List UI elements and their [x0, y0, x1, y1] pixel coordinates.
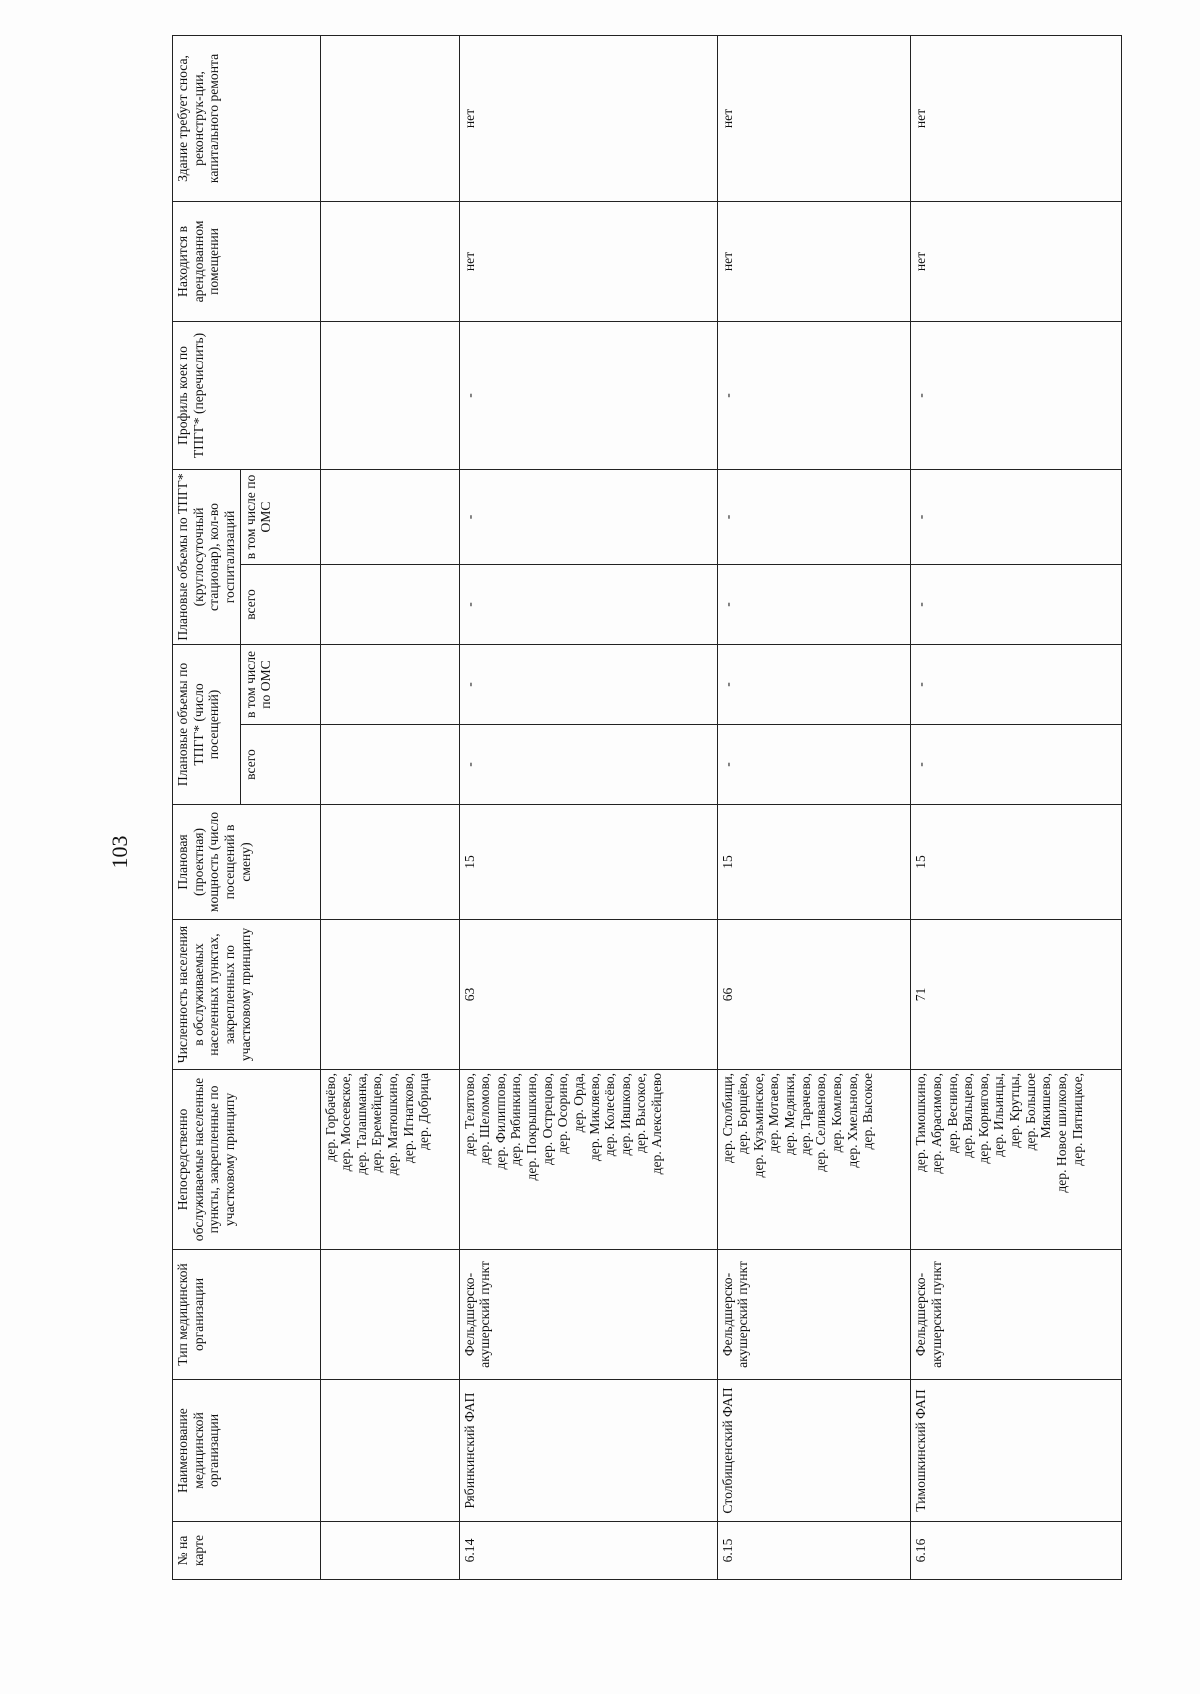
cell-settlements	[911, 1070, 1122, 1250]
page-number: 103	[107, 835, 132, 869]
cell-rented: нет	[459, 201, 717, 321]
settlement-item: дер. Горбачёво,	[322, 1073, 338, 1162]
cell-hosp-total: -	[717, 564, 911, 644]
settlement-item: дер. Телятово,	[461, 1073, 477, 1156]
cell-beds: -	[911, 321, 1122, 469]
header-settlements: Непосредственно обслуживаемые населенные пункты, закрепленные по участковому принципу	[173, 1070, 321, 1250]
settlement-item: дер. Осорино,	[555, 1073, 571, 1154]
cell-map-no: 6.15	[717, 1522, 911, 1580]
settlement-item: дер. Крутцы,	[1007, 1073, 1023, 1148]
cell-population: 71	[911, 920, 1122, 1070]
cell-rented	[320, 201, 459, 321]
cell-settlements	[320, 1070, 459, 1250]
settlement-item: дер. Вяльцево,	[960, 1073, 976, 1158]
cell-visits-oms: -	[459, 644, 717, 724]
settlement-item: дер. Мотаево,	[766, 1073, 782, 1153]
settlement-item: дер. Хмельново,	[844, 1073, 860, 1168]
cell-hosp-oms: -	[717, 469, 911, 564]
cell-org-type: Фельдшерско-акушерский пункт	[911, 1250, 1122, 1380]
cell-hosp-oms	[320, 469, 459, 564]
settlement-item: дер. Кузьминское,	[750, 1073, 766, 1178]
settlement-list	[462, 1073, 665, 1246]
settlement-item: дер. Талашманка,	[353, 1073, 369, 1175]
cell-org-type: Фельдшерско-акушерский пункт	[459, 1250, 717, 1380]
table-row	[459, 35, 717, 1579]
header-hosp-group: Плановые объемы по ТПГГ* (круглосуточный стационар), кол-во госпитализаций	[173, 469, 241, 644]
settlement-item: дер. Комлево,	[828, 1073, 844, 1153]
table-row	[320, 35, 459, 1579]
settlement-item: дер. Медянки,	[782, 1073, 798, 1156]
settlement-item: дер. Ившково,	[617, 1073, 633, 1156]
settlement-item: дер. Рябинкино,	[508, 1073, 524, 1166]
cell-hosp-oms: -	[911, 469, 1122, 564]
settlement-item: дер. Новое шилково,	[1053, 1073, 1069, 1193]
header-repair: Здание требует сноса, реконструк-ции, капитального ремонта	[173, 35, 321, 201]
cell-visits-oms	[320, 644, 459, 724]
cell-visits-oms: -	[911, 644, 1122, 724]
settlement-item: дер. Высокое	[860, 1073, 876, 1150]
table-row	[717, 35, 911, 1579]
header-visits-oms: в том числе по ОМС	[240, 644, 320, 724]
header-hosp-oms: в том числе по ОМС	[240, 469, 320, 564]
settlement-item: дер. Абрасимово,	[928, 1073, 944, 1174]
settlement-item: дер. Матюшкино,	[385, 1073, 400, 1176]
cell-beds: -	[459, 321, 717, 469]
cell-rented: нет	[911, 201, 1122, 321]
cell-settlements	[459, 1070, 717, 1250]
settlement-list	[720, 1073, 876, 1246]
cell-rented: нет	[717, 201, 911, 321]
settlement-item: дер. Борщёво,	[735, 1073, 751, 1154]
rotated-table-wrapper	[172, 53, 1122, 1580]
header-org-type: Тип медицинской организации	[173, 1250, 321, 1380]
cell-repair: нет	[717, 35, 911, 201]
cell-org-name: Столбищенский ФАП	[717, 1380, 911, 1522]
cell-hosp-total: -	[459, 564, 717, 644]
settlement-item: дер. Тарачево,	[797, 1073, 813, 1156]
cell-population	[320, 920, 459, 1070]
cell-visits-total: -	[459, 725, 717, 805]
cell-visits-total: -	[717, 725, 911, 805]
settlement-item: дер. Колесёво,	[602, 1073, 618, 1157]
cell-map-no: 6.16	[911, 1522, 1122, 1580]
cell-hosp-total: -	[911, 564, 1122, 644]
settlement-item: дер. Пятницкое,	[1069, 1073, 1085, 1166]
settlement-item: дер. Алексейцево	[649, 1073, 665, 1175]
settlement-item: дер. Покрышкино,	[524, 1073, 540, 1181]
settlement-list	[913, 1073, 1085, 1246]
settlement-item: дер. Веснино,	[944, 1073, 960, 1154]
cell-population: 66	[717, 920, 911, 1070]
settlement-item: дер. Большое	[1022, 1073, 1038, 1151]
cell-org-name	[320, 1380, 459, 1522]
settlement-list	[323, 1073, 432, 1246]
cell-map-no	[320, 1522, 459, 1580]
header-population: Численность населения в обслуживаемых населенных пунктах, закрепленных по участковому принципу	[173, 920, 321, 1070]
cell-repair: нет	[911, 35, 1122, 201]
settlement-item: дер. Ильинцы,	[991, 1073, 1007, 1157]
cell-visits-total	[320, 725, 459, 805]
cell-repair: нет	[459, 35, 717, 201]
cell-visits-total: -	[911, 725, 1122, 805]
settlement-item: дер. Игнатково,	[400, 1073, 416, 1164]
header-visits-group: Плановые объемы по ТПГГ* (число посещений)	[173, 644, 241, 804]
settlement-item: дер. Острецово,	[539, 1073, 555, 1165]
settlement-item: дер. Столбищи,	[719, 1073, 735, 1163]
header-capacity: Плановая (проектная) мощность (число посещений в смену)	[173, 805, 321, 920]
settlement-item: дер. Высокое,	[633, 1073, 649, 1153]
settlement-item: дер. Шеломово,	[477, 1073, 493, 1165]
cell-repair	[320, 35, 459, 201]
header-org-name: Наименование медицинской организации	[173, 1380, 321, 1522]
settlement-item: дер. Добрица	[416, 1073, 432, 1150]
cell-capacity: 15	[717, 805, 911, 920]
cell-capacity	[320, 805, 459, 920]
cell-population: 63	[459, 920, 717, 1070]
cell-capacity: 15	[459, 805, 717, 920]
cell-beds: -	[717, 321, 911, 469]
settlement-item: дер. Тимошкино,	[913, 1073, 929, 1172]
facilities-table	[172, 35, 1122, 1580]
cell-org-name: Рябинкинский ФАП	[459, 1380, 717, 1522]
cell-beds	[320, 321, 459, 469]
cell-hosp-oms: -	[459, 469, 717, 564]
settlement-item: дер. Селиваново,	[813, 1073, 829, 1172]
cell-settlements	[717, 1070, 911, 1250]
settlement-item: дер. Корнягово,	[975, 1073, 991, 1164]
cell-capacity: 15	[911, 805, 1122, 920]
settlement-item: Мякишево,	[1038, 1073, 1054, 1139]
table-row	[911, 35, 1122, 1579]
cell-hosp-total	[320, 564, 459, 644]
settlement-item: дер. Филиппово,	[492, 1073, 508, 1170]
settlement-item: дер. Еремейцево,	[369, 1073, 385, 1173]
cell-visits-oms: -	[717, 644, 911, 724]
header-rented: Находится в арендованном помещении	[173, 201, 321, 321]
settlement-item: дер. Мосеевское,	[338, 1073, 354, 1172]
settlement-item: дер. Микляево,	[586, 1073, 602, 1162]
cell-map-no: 6.14	[459, 1522, 717, 1580]
header-beds: Профиль коек по ТПГГ* (перечислить)	[173, 321, 321, 469]
settlement-item: дер. Орда,	[570, 1073, 586, 1133]
cell-org-type: Фельдшерско-акушерский пункт	[717, 1250, 911, 1380]
header-visits-total: всего	[240, 725, 320, 805]
cell-org-type	[320, 1250, 459, 1380]
header-map-no: № на карте	[173, 1522, 321, 1580]
cell-org-name: Тимошкинский ФАП	[911, 1380, 1122, 1522]
header-hosp-total: всего	[240, 564, 320, 644]
